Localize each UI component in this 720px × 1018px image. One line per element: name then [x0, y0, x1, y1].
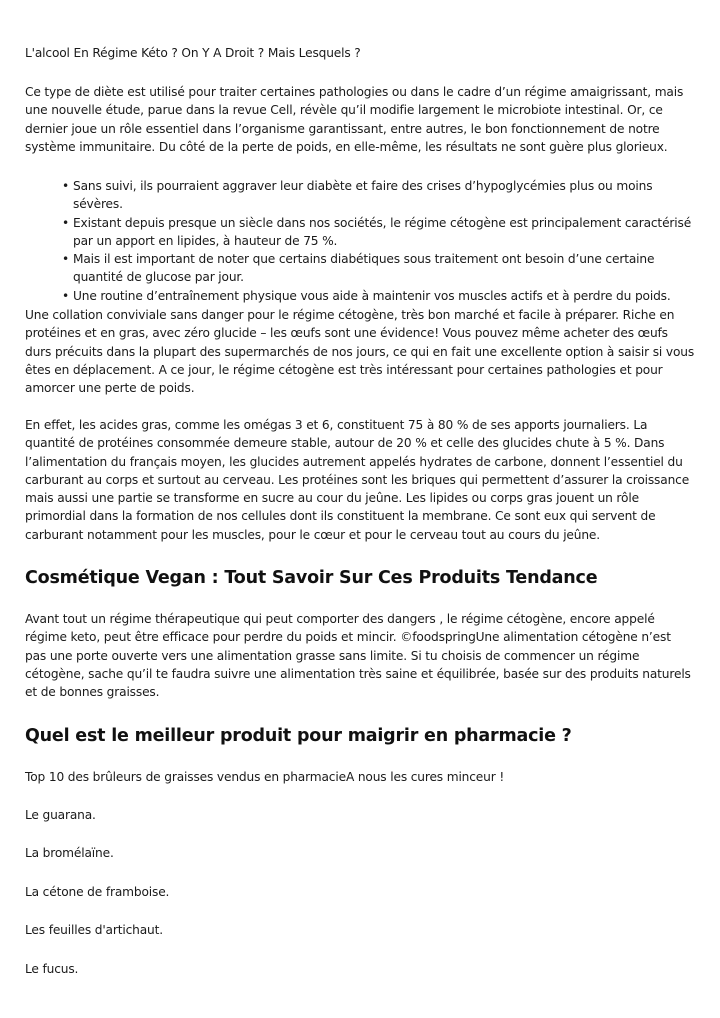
bullet-item: • Sans suivi, ils pourraient aggraver leur diabète et faire des crises d’hypoglycémies plus ou moins sévères. — [62, 177, 697, 214]
list-item-guarana: Le guarana. — [25, 808, 96, 822]
section-heading-pharmacie: Quel est le meilleur produit pour maigrir en pharmacie ? — [25, 726, 572, 746]
paragraph-collation: Une collation conviviale sans danger pour le régime cétogène, très bon marché et facile à préparer. Riche en protéines et en gras, avec zéro glucide – les œufs sont une évidence! Vous pouvez même acheter des œufs durs précuits dans la plupart des supermarchés de nos jours, ce qui en fait une excellente option à saisir si vous êtes en déplacement. A ce jour, le régime cétogène est très intéressant pour certaines pathologies et pour amorcer une perte de poids. — [25, 308, 695, 396]
list-item-artichaut: Les feuilles d'artichaut. — [25, 923, 163, 937]
bullet-item: • Une routine d’entraînement physique vous aide à maintenir vos muscles actifs et à perdre du poids. — [62, 287, 697, 305]
paragraph-regime-therapeutique: Avant tout un régime thérapeutique qui peut comporter des dangers , le régime cétogène, encore appelé régime keto, peut être efficace pour perdre du poids et mincir. ©foodspringUne alimentation cétogène n’est pas une porte ouverte vers une alimentation grasse sans limite. Si tu choisis de commencer un régime cétogène, sache qu’il te faudra suivre une alimentation très saine et équilibrée, basée sur des produits naturels et de bonnes graisses. — [25, 612, 691, 700]
section-heading-cosmetique: Cosmétique Vegan : Tout Savoir Sur Ces Produits Tendance — [25, 568, 598, 588]
paragraph-intro: Ce type de diète est utilisé pour traiter certaines pathologies ou dans le cadre d’un régime amaigrissant, mais une nouvelle étude, parue dans la revue Cell, révèle qu’il modifie largement le microbiote intestinal. Or, ce dernier joue un rôle essentiel dans l’organisme garantissant, entre autres, le bon fonctionnement de notre système immunitaire. Du côté de la perte de poids, en elle-même, les résultats ne sont guère plus glorieux. — [25, 85, 684, 154]
paragraph-acides-gras: En effet, les acides gras, comme les omégas 3 et 6, constituent 75 à 80 % de ses apports journaliers. La quantité de protéines consommée demeure stable, autour de 20 % et celle des glucides chute à 5 %. Dans l’alimentation du français moyen, les glucides autrement appelés hydrates de carbone, donnent l’essentiel du carburant au corps et surtout au cerveau. Les protéines sont les briques qui permettent d’assurer la croissance mais aussi une partie se transforme en sucre au cour du jeûne. Les lipides ou corps gras jouent un rôle primordial dans la formation de nos cellules dont ils constituent la membrane. Ce sont eux qui servent de carburant notamment pour les muscles, pour le cœur et pour le cerveau tout au cours du jeûne. — [25, 418, 690, 542]
bullet-item: • Existant depuis presque un siècle dans nos sociétés, le régime cétogène est principalement caractérisé par un apport en lipides, à hauteur de 75 %. — [62, 214, 697, 251]
bullet-list — [62, 177, 697, 305]
title-line: L'alcool En Régime Kéto ? On Y A Droit ? Mais Lesquels ? — [25, 46, 361, 60]
list-item-cetone-framboise: La cétone de framboise. — [25, 885, 170, 899]
list-item-fucus: Le fucus. — [25, 962, 79, 976]
paragraph-top10: Top 10 des brûleurs de graisses vendus en pharmacieA nous les cures minceur ! — [25, 770, 505, 784]
bullet-item: • Mais il est important de noter que certains diabétiques sous traitement ont besoin d’une certaine quantité de glucose par jour. — [62, 250, 697, 287]
list-item-bromelaine: La bromélaïne. — [25, 846, 114, 860]
